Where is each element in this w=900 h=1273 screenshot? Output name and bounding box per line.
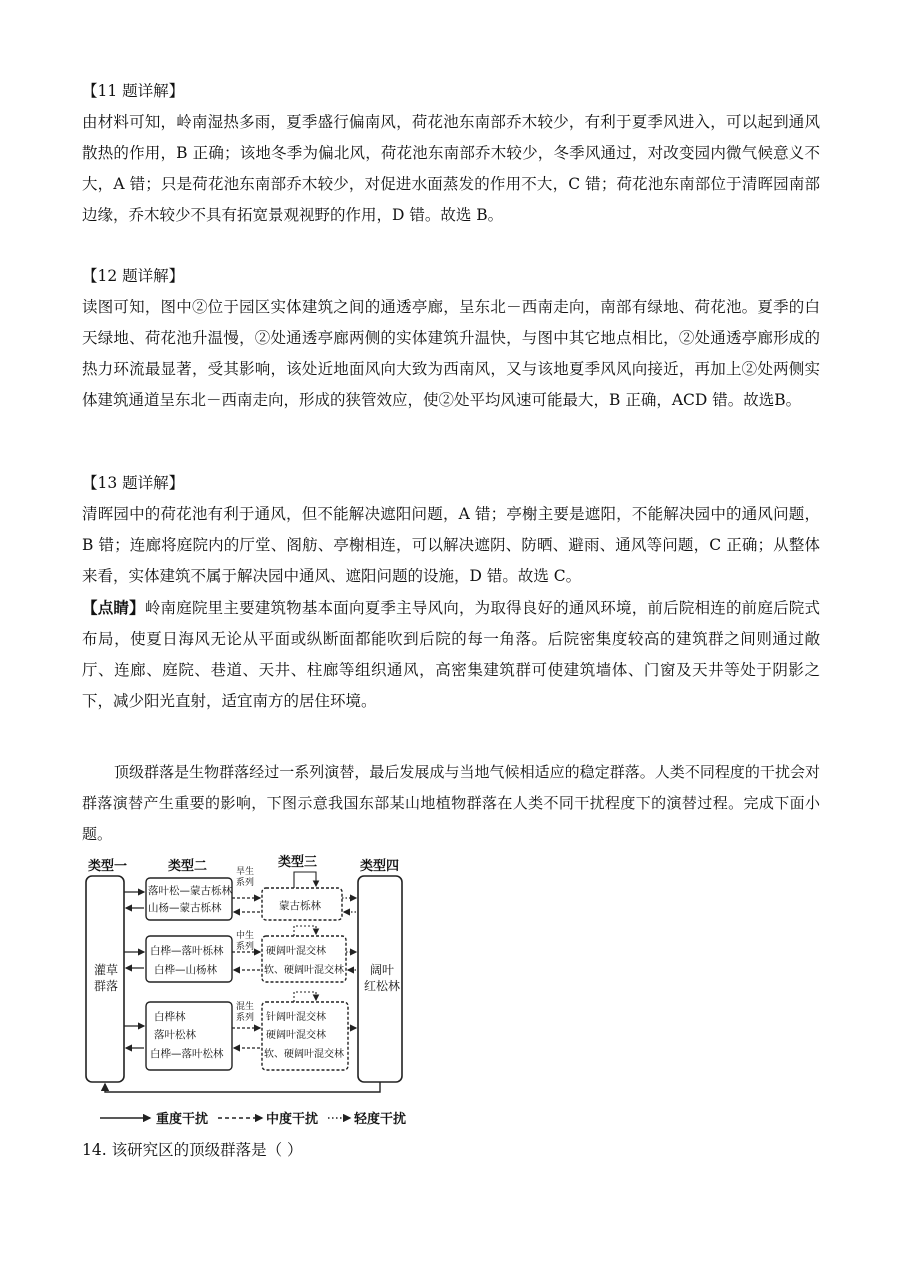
type3-box-3-line-3: 软、硬阔叶混交林 xyxy=(264,1049,344,1060)
section-heading-12: 【12 题详解】 xyxy=(82,267,185,285)
legend-medium-text: 中度干扰 xyxy=(266,1112,319,1127)
type2-box-1-line-1: 落叶松—蒙古栎林 xyxy=(148,885,232,897)
mixed-series-label-1: 混生 xyxy=(236,1002,255,1012)
type2-box-2-line-1: 白桦—落叶栎林 xyxy=(150,945,224,957)
type4-box-text-1: 阔叶 xyxy=(370,963,395,977)
type2-label: 类型二 xyxy=(168,859,208,874)
type2-box-3-line-3: 白桦—落叶松林 xyxy=(150,1048,224,1060)
legend-light-text: 轻度干扰 xyxy=(354,1112,407,1127)
explanation-13: 清晖园中的荷花池有利于通风，但不能解决遮阳问题，A 错；亭榭主要是遮阳，不能解决园中的通风问题，B 错；连廊将庭院内的厅堂、阁舫、亭榭相连，可以解决遮阴、防晒、避雨、通风等问题，C 正确；从整体来看，实体建筑不属于解决园中通风、遮阳问题的设施，D 错。故选 C。 xyxy=(82,505,820,585)
mixed-series-label-2: 系列 xyxy=(236,1013,255,1023)
type3-box-3-line-2: 硬阔叶混交林 xyxy=(266,1030,326,1041)
type2-box-3-line-2: 落叶松林 xyxy=(154,1029,196,1041)
question-intro: 顶级群落是生物群落经过一系列演替，最后发展成与当地气候相适应的稳定群落。人类不同程度的干扰会对群落演替产生重要的影响，下图示意我国东部某山地植物群落在人类不同干扰程度下的演替过程。完成下面小题。 xyxy=(82,763,820,843)
legend-heavy-text: 重度干扰 xyxy=(156,1112,209,1127)
succession-diagram xyxy=(80,852,420,1132)
key-point-paragraph xyxy=(82,592,820,717)
section-heading-11: 【11 题详解】 xyxy=(82,82,185,100)
type4-label: 类型四 xyxy=(360,859,400,874)
type1-box-text-2: 群落 xyxy=(94,979,119,993)
type1-label: 类型一 xyxy=(88,859,128,874)
early-series-label-1: 旱生 xyxy=(236,867,255,877)
explanation-11: 由材料可知，岭南湿热多雨，夏季盛行偏南风，荷花池东南部乔木较少，有利于夏季风进入，可以起到通风散热的作用，B 正确；该地冬季为偏北风，荷花池东南部乔木较少，冬季风通过，对改变园内微气候意义不大，A 错；只是荷花池东南部乔木较少，对促进水面蒸发的作用不大，C 错；荷花池东南部位于清晖园南部边缘，乔木较少不具有拓宽景观视野的作用，D 错。故选 B。 xyxy=(82,113,820,224)
type2-box-1-line-2: 山杨—蒙古栎林 xyxy=(148,902,222,914)
section-heading-13: 【13 题详解】 xyxy=(82,474,185,492)
type3-box-2-line-1: 硬阔叶混交林 xyxy=(266,946,326,957)
type1-box-text-1: 灌草 xyxy=(94,963,119,977)
loop-type3-top xyxy=(294,872,316,888)
type3-box-3-line-1: 针阔叶混交林 xyxy=(266,1012,326,1023)
loop-type3-mid xyxy=(294,926,316,936)
question-14: 14. 该研究区的顶级群落是（ ） xyxy=(82,1141,303,1159)
type3-box-1-line-1: 蒙古栎林 xyxy=(279,900,321,912)
middle-series-label-1: 中生 xyxy=(236,931,255,941)
type4-box-text-2: 红松林 xyxy=(364,979,401,993)
type3-label: 类型三 xyxy=(278,855,318,870)
loop-type3-bot xyxy=(294,992,316,1002)
type3-box-2-line-2: 软、硬阔叶混交林 xyxy=(264,965,344,976)
explanation-12: 读图可知，图中②位于园区实体建筑之间的通透亭廊，呈东北－西南走向，南部有绿地、荷花池。夏季的白天绿地、荷花池升温慢，②处通透亭廊两侧的实体建筑升温快，与图中其它地点相比，②处通透亭廊形成的热力环流最显著，受其影响，该处近地面风向大致为西南风，又与该地夏季风风向接近，再加上②处两侧实体建筑通道呈东北－西南走向，形成的狭管效应，使②处平均风速可能最大，B 正确，ACD 错。故选B。 xyxy=(82,298,820,409)
return-arrow-4-1 xyxy=(105,1082,380,1092)
key-point-label: 【点睛】 xyxy=(82,598,145,617)
key-point-text: 岭南庭院里主要建筑物基本面向夏季主导风向，为取得良好的通风环境，前后院相连的前庭后院式布局，使夏日海风无论从平面或纵断面都能吹到后院的每一角落。后院密集度较高的建筑群之间则通过敞厅、连廊、庭院、巷道、天井、柱廊等组织通风，高密集建筑群可使建筑墙体、门窗及天井等处于阴影之下，减少阳光直射，适宜南方的居住环境。 xyxy=(82,599,820,710)
middle-series-label-2: 系列 xyxy=(236,942,255,952)
type2-box-3-line-1: 白桦林 xyxy=(154,1011,186,1023)
type2-box-2-line-2: 白桦—山杨林 xyxy=(154,964,217,976)
early-series-label-2: 系列 xyxy=(236,878,255,888)
